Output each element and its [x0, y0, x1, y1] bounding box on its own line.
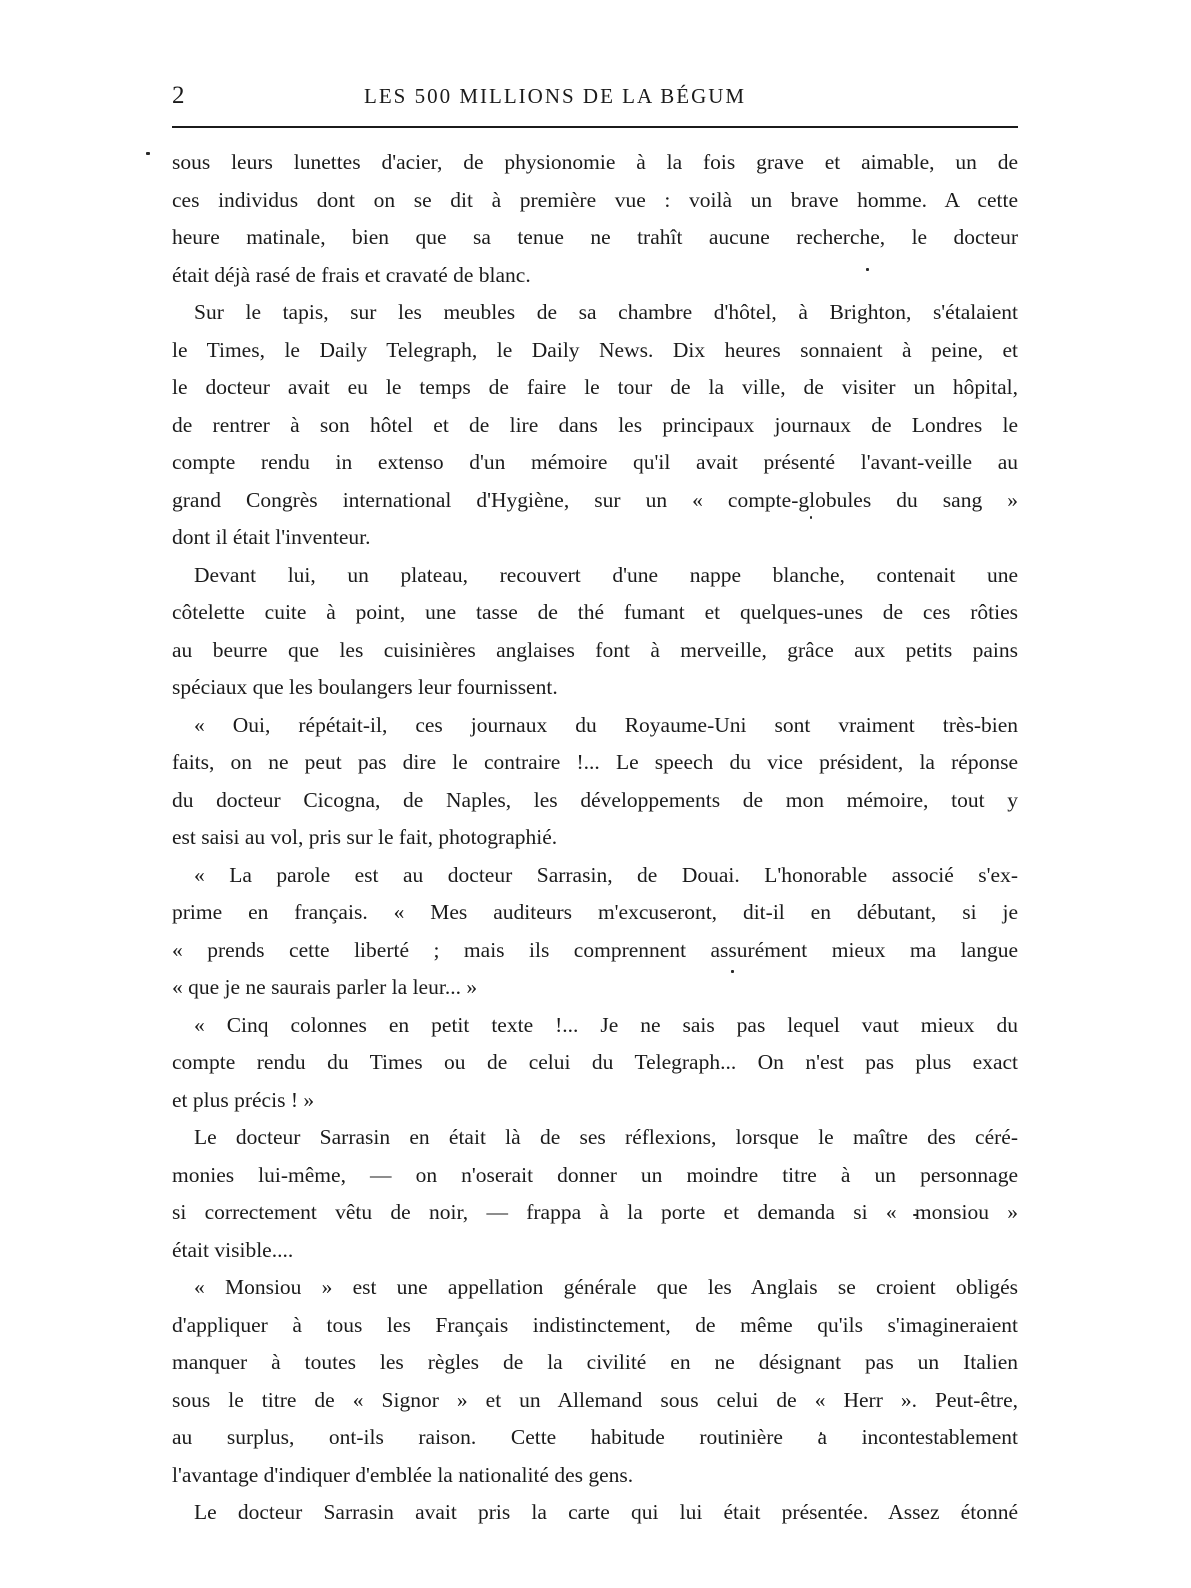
text-line: spéciaux que les boulangers leur fournissent.: [172, 675, 558, 699]
text-line: « Oui, répétait-il, ces journaux du Royaume-Uni sont vraiment très-bien: [194, 712, 1018, 737]
text-line: au beurre que les cuisinières anglaises font à merveille, grâce aux petits pains: [172, 637, 1018, 662]
text-line: sous leurs lunettes d'acier, de physionomie à la fois grave et aimable, un de: [172, 150, 1018, 174]
text-line: était déjà rasé de frais et cravaté de blanc.: [172, 262, 531, 287]
text-line: « Monsiou » est une appellation générale que les Anglais se croient obligés: [194, 1275, 1018, 1299]
text-line: est saisi au vol, pris sur le fait, photographié.: [172, 825, 558, 849]
text-line: « Cinq colonnes en petit texte !... Je ne sais pas lequel vaut mieux du: [194, 1012, 1018, 1037]
text-line: Sur le tapis, sur les meubles de sa chambre d'hôtel, à Brighton, s'étalaient: [194, 300, 1018, 324]
text-line: compte rendu du Times ou de celui du Telegraph... On n'est pas plus exact: [172, 1050, 1018, 1074]
running-head: [172, 82, 1018, 118]
text-line: prime en français. « Mes auditeurs m'excuseront, dit-il en débutant, si je: [172, 900, 1018, 924]
text-line: heure matinale, bien que sa tenue ne trahît aucune recherche, le docteur: [172, 225, 1018, 249]
text-line: Le docteur Sarrasin avait pris la carte qui lui était présentée. Assez étonné: [194, 1500, 1018, 1524]
body-text: [172, 144, 1018, 1532]
text-line: ces individus dont on se dit à première vue : voilà un brave homme. A cette: [172, 187, 1018, 212]
text-line: « que je ne saurais parler la leur... »: [172, 975, 478, 999]
text-line: d'appliquer à tous les Français indistinctement, de même qu'ils s'imagineraient: [172, 1312, 1018, 1337]
text-line: le docteur avait eu le temps de faire le tour de la ville, de visiter un hôpital,: [172, 375, 1018, 399]
text-line: monies lui-même, — on n'oserait donner un moindre titre à un personnage: [172, 1162, 1018, 1187]
text-line: « prends cette liberté ; mais ils comprennent assurément mieux ma langue: [172, 937, 1018, 962]
text-line: sous le titre de « Signor » et un Allemand sous celui de « Herr ». Peut-être,: [172, 1387, 1018, 1412]
text-line: grand Congrès international d'Hygiène, sur un « compte-globules du sang »: [172, 487, 1018, 512]
text-line: du docteur Cicogna, de Naples, les développements de mon mémoire, tout y: [172, 787, 1018, 812]
page-number: 2: [172, 82, 185, 109]
text-line: si correctement vêtu de noir, — frappa à la porte et demanda si « monsiou »: [172, 1200, 1018, 1224]
text-line: Le docteur Sarrasin en était là de ses réflexions, lorsque le maître des céré-: [194, 1125, 1018, 1149]
text-line: le Times, le Daily Telegraph, le Daily News. Dix heures sonnaient à peine, et: [172, 337, 1018, 362]
text-line: et plus précis ! »: [172, 1087, 315, 1112]
scan-speck: [146, 152, 150, 155]
text-line: de rentrer à son hôtel et de lire dans les principaux journaux de Londres le: [172, 412, 1018, 437]
text-line: faits, on ne peut pas dire le contraire !... Le speech du vice président, la réponse: [172, 750, 1018, 774]
text-line: dont il était l'inventeur.: [172, 525, 371, 549]
running-title: LES 500 MILLIONS DE LA BÉGUM: [364, 84, 747, 108]
text-line: côtelette cuite à point, une tasse de thé fumant et quelques-unes de ces rôties: [172, 600, 1018, 624]
text-line: était visible....: [172, 1237, 294, 1262]
text-line: au surplus, ont-ils raison. Cette habitude routinière a incontestablement: [172, 1425, 1018, 1449]
text-line: Devant lui, un plateau, recouvert d'une nappe blanche, contenait une: [194, 562, 1018, 587]
text-line: compte rendu in extenso d'un mémoire qu'il avait présenté l'avant-veille au: [172, 450, 1018, 474]
header-rule: [172, 126, 1018, 128]
text-line: « La parole est au docteur Sarrasin, de Douai. L'honorable associé s'ex-: [194, 862, 1018, 887]
text-line: manquer à toutes les règles de la civilité en ne désignant pas un Italien: [172, 1350, 1018, 1374]
text-line: l'avantage d'indiquer d'emblée la nationalité des gens.: [172, 1462, 634, 1487]
